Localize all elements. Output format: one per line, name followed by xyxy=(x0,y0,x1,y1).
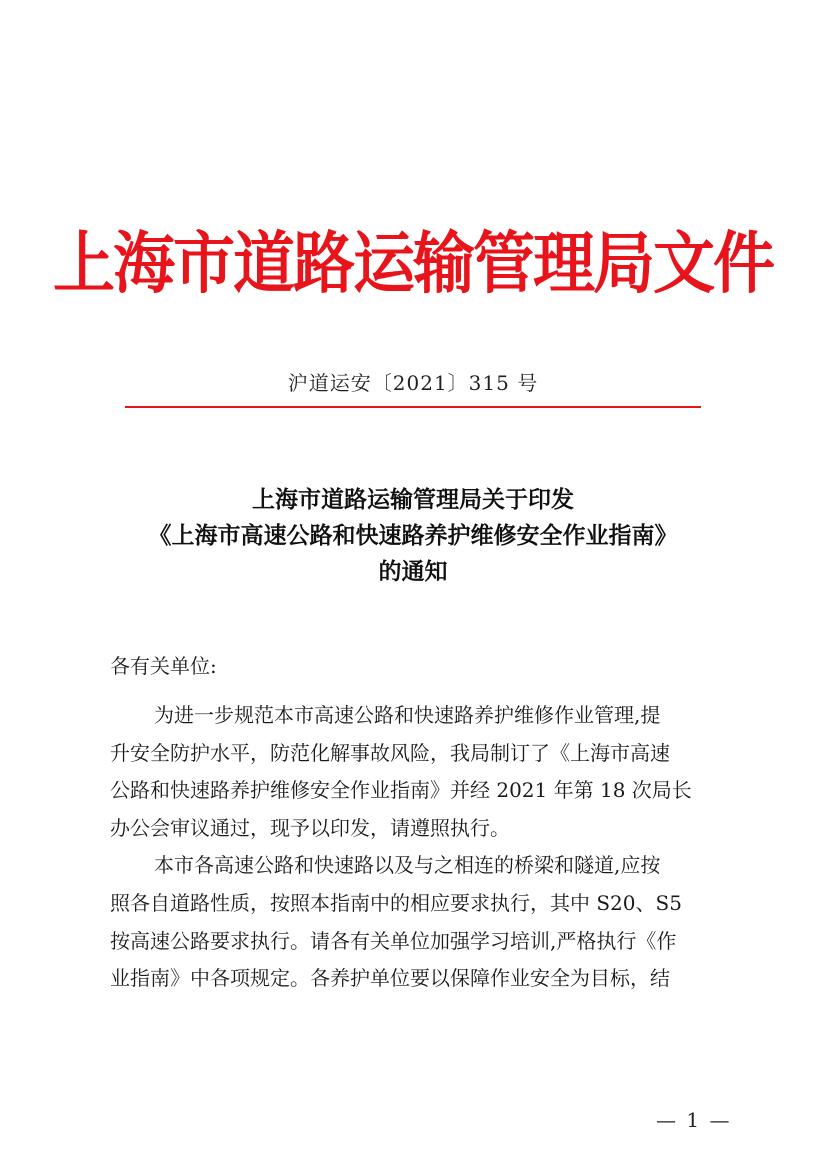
notice-title-line-3: 的通知 xyxy=(378,558,448,585)
document-number: 沪道运安〔2021〕315 号 xyxy=(287,371,539,395)
salutation: 各有关单位: xyxy=(110,654,217,678)
paragraph-1 xyxy=(110,697,724,847)
page-number: — 1 — xyxy=(656,1108,732,1132)
notice-title-line-1: 上海市道路运输管理局关于印发 xyxy=(252,486,574,513)
paragraph-1-line: 为进一步规范本市高速公路和快速路养护维修作业管理,提 xyxy=(154,703,661,727)
paragraph-1-line: 升安全防护水平，防范化解事故风险，我局制订了《上海市高速 xyxy=(110,740,670,765)
paragraph-2 xyxy=(110,847,724,997)
paragraph-1-line: 公路和快速路养护维修安全作业指南》并经 2021 年第 18 次局长 xyxy=(110,778,692,803)
header-red-divider xyxy=(125,406,701,408)
paragraph-2-line: 照各自道路性质，按照本指南中的相应要求执行，其中 S20、S5 xyxy=(110,890,682,915)
paragraph-2-line: 本市各高速公路和快速路以及与之相连的桥梁和隧道,应按 xyxy=(154,853,661,878)
document-header-title: 上海市道路运输管理局文件 xyxy=(52,224,773,303)
paragraph-2-line: 业指南》中各项规定。各养护单位要以保障作业安全为目标，结 xyxy=(110,966,670,991)
paragraph-1-line: 办公会审议通过，现予以印发，请遵照执行。 xyxy=(110,815,510,840)
notice-title-line-2: 《上海市高速公路和快速路养护维修安全作业指南》 xyxy=(148,522,678,549)
paragraph-2-line: 按高速公路要求执行。请各有关单位加强学习培训,严格执行《作 xyxy=(110,928,677,953)
notice-title xyxy=(0,482,826,590)
body-text xyxy=(110,697,724,998)
